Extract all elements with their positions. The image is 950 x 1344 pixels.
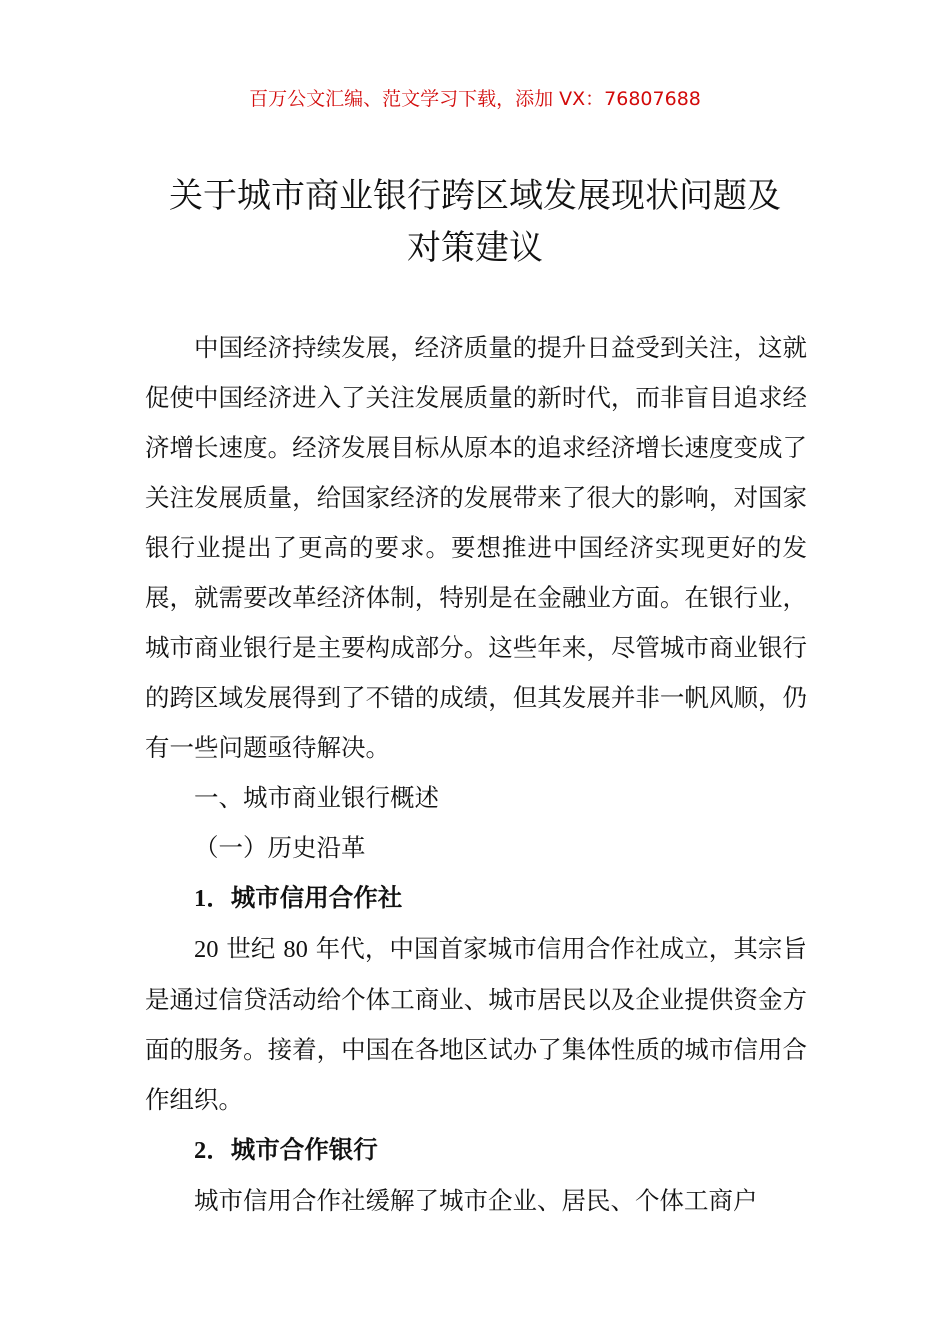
year-number-2: 80 — [283, 936, 308, 963]
title-line-1: 关于城市商业银行跨区域发展现状问题及 — [169, 176, 781, 216]
item-number-2: 2． — [194, 1137, 231, 1164]
document-title — [145, 170, 805, 274]
item-paragraph-1 — [145, 924, 807, 1125]
document-body — [145, 323, 807, 1226]
item-title-2: 城市合作银行 — [230, 1135, 378, 1164]
subsection-heading: （一）历史沿革 — [194, 833, 366, 862]
paragraph-text-1b: 年代，中国首家城市信用合作社成立，其宗旨是通过信贷活动给个体工商业、城市居民以及企业提供资金方面的服务。接着，中国在各地区试办了集体性质的城市信用合作组织。 — [145, 934, 807, 1114]
item-paragraph-2: 城市信用合作社缓解了城市企业、居民、个体工商户 — [194, 1186, 758, 1215]
section-heading: 一、城市商业银行概述 — [194, 783, 439, 812]
item-number-1: 1． — [194, 885, 231, 912]
title-line-2: 对策建议 — [407, 228, 543, 268]
intro-paragraph: 中国经济持续发展，经济质量的提升日益受到关注，这就促使中国经济进入了关注发展质量的新时代，而非盲目追求经济增长速度。经济发展目标从原本的追求经济增长速度变成了关注发展质量，给国家经济的发展带来了很大的影响，对国家银行业提出了更高的要求。要想推进中国经济实现更好的发展，就需要改革经济体制，特别是在金融业方面。在银行业，城市商业银行是主要构成部分。这些年来，尽管城市商业银行的跨区域发展得到了不错的成绩，但其发展并非一帆风顺，仍有一些问题亟待解决。 — [145, 333, 807, 762]
item-heading-1 — [145, 873, 807, 924]
year-number-1: 20 — [194, 936, 219, 963]
item-title-1: 城市信用合作社 — [230, 883, 403, 912]
item-heading-2 — [145, 1125, 807, 1176]
header-note: 百万公文汇编、范文学习下载，添加 VX：76807688 — [249, 88, 701, 110]
paragraph-text-1a: 世纪 — [218, 934, 284, 963]
